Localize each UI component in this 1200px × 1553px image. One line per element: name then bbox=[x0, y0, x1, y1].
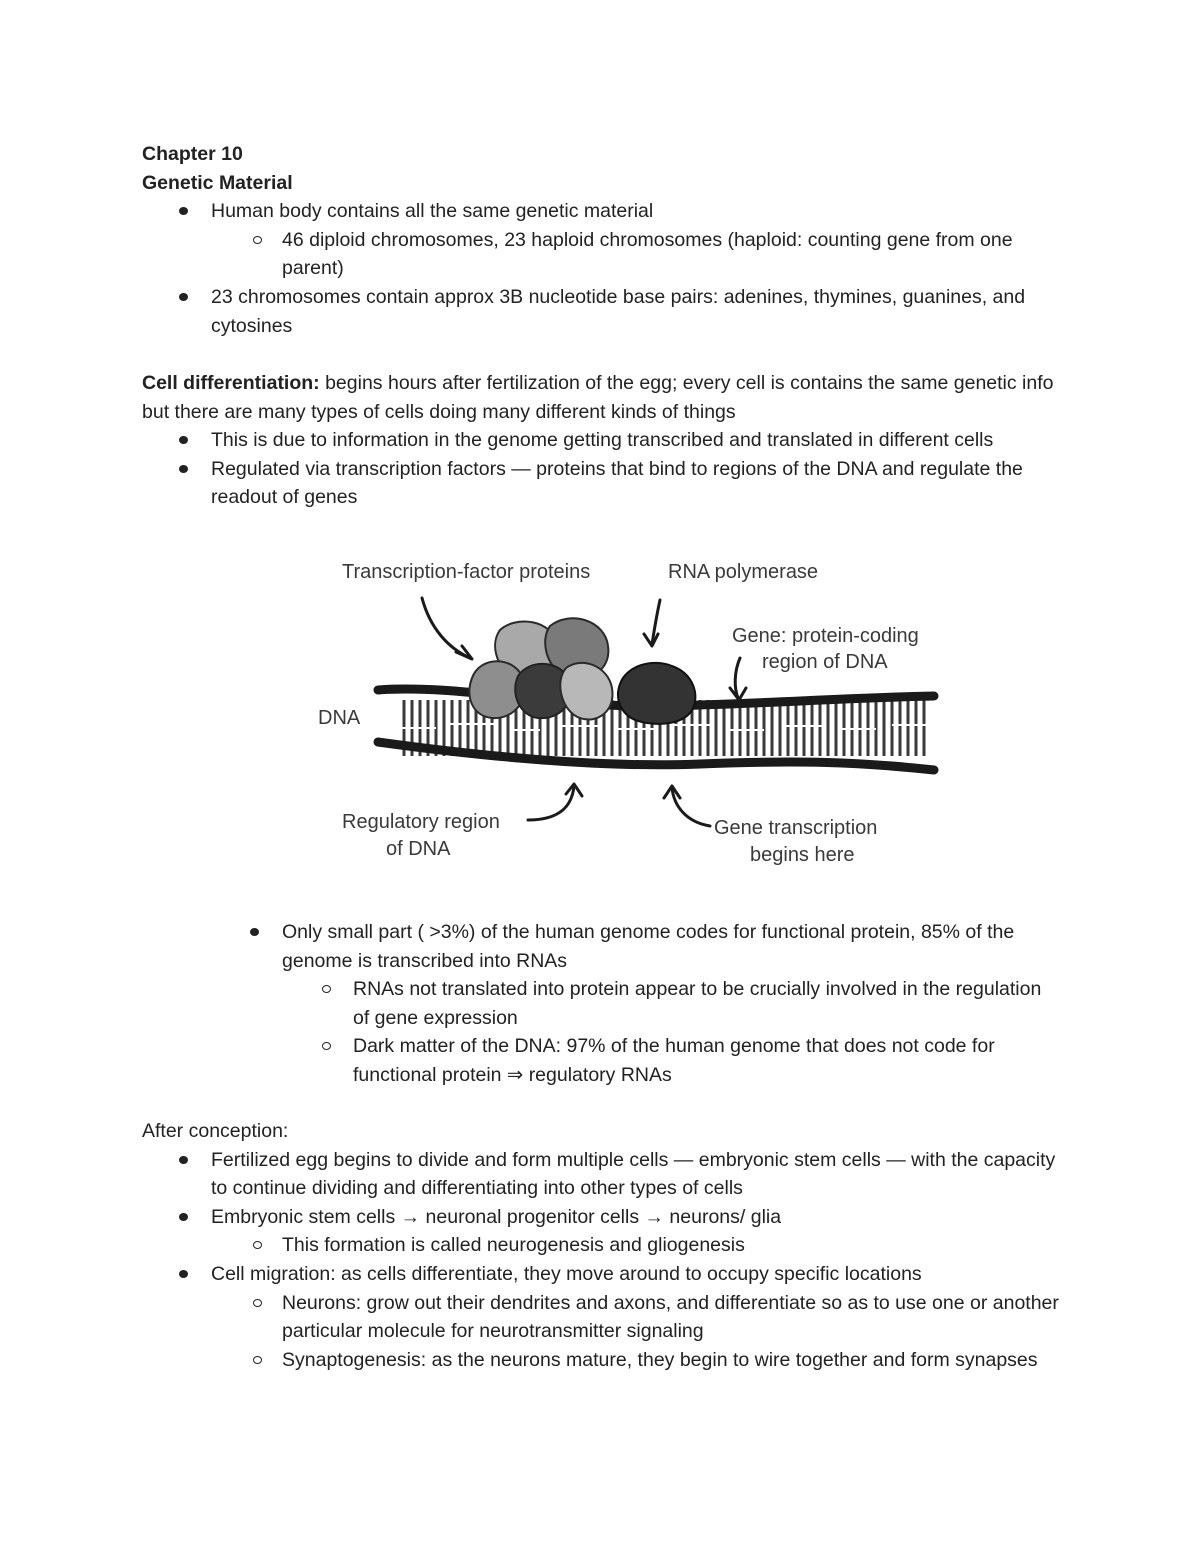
bullet-list bbox=[142, 918, 1062, 1090]
dna-label: DNA bbox=[318, 707, 361, 729]
gene-label-line2: region of DNA bbox=[762, 651, 888, 673]
section-genetic-material bbox=[142, 140, 1062, 340]
list-item: Cell migration: as cells differentiate, they move around to occupy specific locations bbox=[142, 1260, 1062, 1289]
dna-base-pair-marks bbox=[400, 724, 926, 730]
tf-protein-right bbox=[560, 663, 612, 720]
rna-arrowhead bbox=[644, 634, 658, 646]
list-item: Synaptogenesis: as the neurons mature, they begin to wire together and form synapses bbox=[142, 1346, 1062, 1375]
bullet-list bbox=[142, 197, 1062, 340]
definition: begins hours after fertilization of the egg; every cell is contains the same genetic info but there are many types of cells doing many different kinds of things bbox=[142, 372, 1054, 423]
rna-polymerase-label: RNA polymerase bbox=[668, 561, 819, 583]
chapter-title: Chapter 10 bbox=[142, 143, 243, 165]
bullet-list bbox=[142, 426, 1062, 512]
transcription-start-label-line2: begins here bbox=[750, 844, 855, 866]
gene-arrow bbox=[735, 658, 740, 698]
dna-transcription-figure bbox=[300, 548, 960, 878]
list-item: Regulated via transcription factors — proteins that bind to regions of the DNA and regulate the readout of genes bbox=[142, 455, 1062, 512]
section-genome-coding bbox=[142, 918, 1062, 1090]
paragraph bbox=[142, 369, 1062, 426]
section-heading: Genetic Material bbox=[142, 171, 293, 194]
list-item: 46 diploid chromosomes, 23 haploid chromosomes (haploid: counting gene from one parent) bbox=[142, 226, 1062, 283]
list-item: RNAs not translated into protein appear to be crucially involved in the regulation of gene expression bbox=[142, 975, 1062, 1032]
list-item: Dark matter of the DNA: 97% of the human genome that does not code for functional protein ⇒ regulatory RNAs bbox=[142, 1032, 1062, 1089]
list-item: Only small part ( >3%) of the human genome codes for functional protein, 85% of the genome is transcribed into RNAs bbox=[142, 918, 1062, 975]
tf-label: Transcription-factor proteins bbox=[342, 561, 591, 583]
section-heading: After conception: bbox=[142, 1120, 289, 1142]
list-item: This formation is called neurogenesis and gliogenesis bbox=[142, 1231, 1062, 1260]
transcription-start-label-line1: Gene transcription bbox=[714, 817, 878, 839]
term: Cell differentiation: bbox=[142, 372, 320, 394]
list-item: This is due to information in the genome getting transcribed and translated in different cells bbox=[142, 426, 1062, 455]
section-cell-differentiation bbox=[142, 369, 1062, 512]
section-after-conception bbox=[142, 1117, 1062, 1374]
tf-arrowhead bbox=[456, 646, 472, 659]
gene-label-line1: Gene: protein-coding bbox=[732, 625, 919, 647]
list-item: Neurons: grow out their dendrites and axons, and differentiate so as to use one or another particular molecule for neurotransmitter signaling bbox=[142, 1289, 1062, 1346]
list-item: 23 chromosomes contain approx 3B nucleotide base pairs: adenines, thymines, guanines, and cytosines bbox=[142, 283, 1062, 340]
list-item: Embryonic stem cells → neuronal progenitor cells → neurons/ glia bbox=[142, 1203, 1062, 1232]
rna-polymerase bbox=[618, 663, 695, 724]
regulatory-label-line1: Regulatory region bbox=[342, 811, 500, 833]
list-item: Fertilized egg begins to divide and form multiple cells — embryonic stem cells — with the capacity to continue dividing and differentiating into other types of cells bbox=[142, 1146, 1062, 1203]
bullet-list bbox=[142, 1146, 1062, 1375]
list-item: Human body contains all the same genetic material bbox=[142, 197, 1062, 226]
regulatory-label-line2: of DNA bbox=[386, 838, 451, 860]
